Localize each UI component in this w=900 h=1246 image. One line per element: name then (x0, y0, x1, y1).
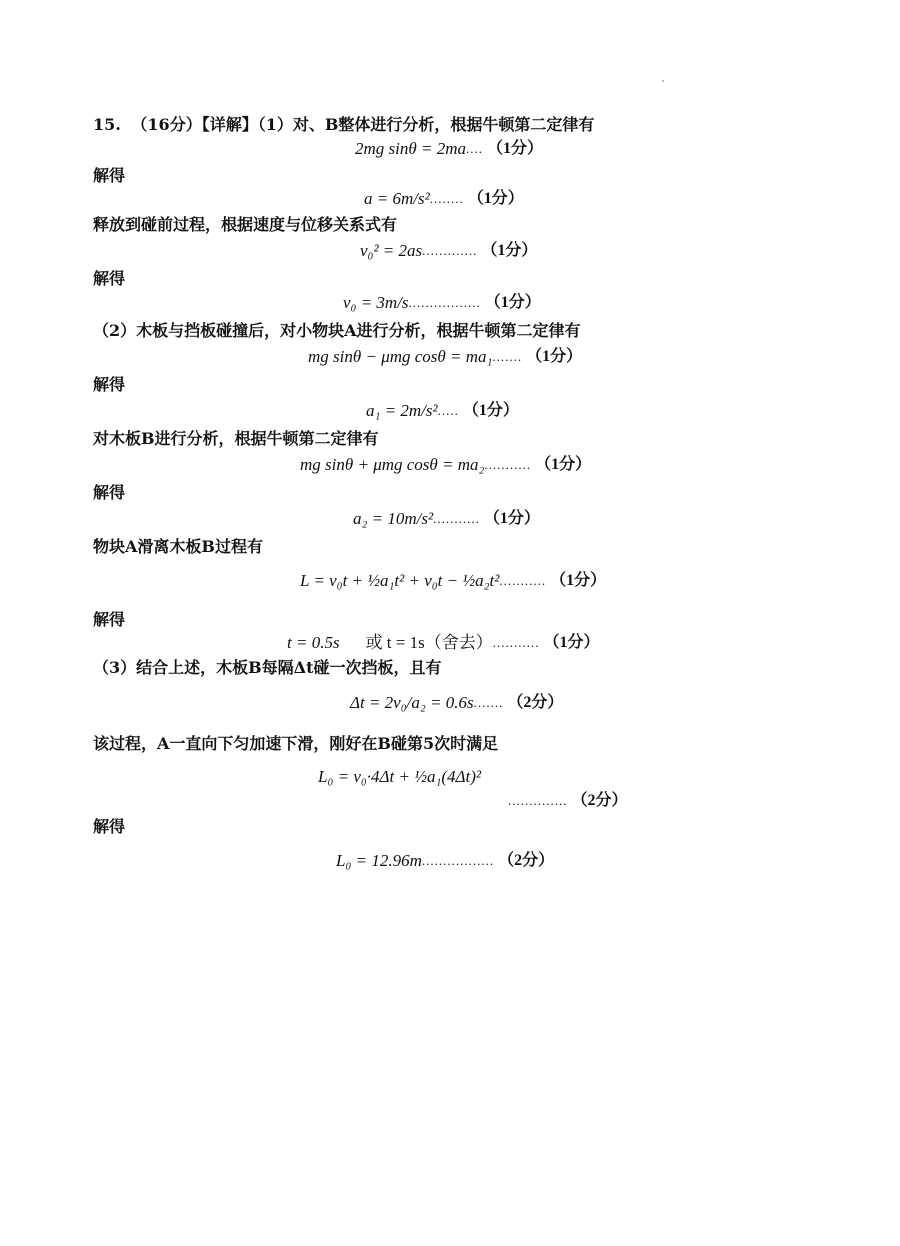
eq2-score: （1分） (467, 190, 524, 207)
equation-12-score: .............. （2分） (508, 790, 628, 812)
equation-13: L₀ = 12.96m ................. （2分） (336, 851, 555, 870)
problem-number: 15. (93, 115, 121, 134)
board-text: 对木板B进行分析，根据牛顿第二定律有 (93, 429, 379, 448)
eq13-score: （2分） (498, 852, 555, 869)
equation-5: mg sinθ − μmg cosθ = ma₁ ....... （1分） (308, 347, 583, 366)
eq13-text: L₀ = 12.96m (336, 851, 422, 870)
label-jiede-3: 解得 (93, 375, 126, 394)
eq6-score: （1分） (462, 402, 519, 419)
eq4-score: （1分） (484, 294, 541, 311)
equation-3: v₀² = 2as ............. （1分） (360, 241, 538, 260)
equation-6: a₁ = 2m/s² ..... （1分） (366, 401, 519, 420)
label-jiede-4: 解得 (93, 483, 126, 502)
slide-text: 物块A滑离木板B过程有 (93, 537, 263, 556)
eq11-score: （2分） (507, 694, 564, 711)
eq7-score: （1分） (535, 456, 592, 473)
eq12-score: （2分） (571, 792, 628, 809)
problem-header (93, 115, 594, 135)
eq10-score: （1分） (543, 634, 600, 651)
eq8-text: a₂ = 10m/s² (353, 509, 434, 528)
eq6-text: a₁ = 2m/s² (366, 401, 438, 420)
label-jiede-2: 解得 (93, 269, 126, 288)
label-jiede-5: 解得 (93, 610, 126, 629)
eq11-text: Δt = 2v₀/a₂ = 0.6s (350, 693, 474, 712)
eq10-alt: 或 t = 1s（舍去） (365, 633, 493, 652)
part1-intro: （1）对、B整体进行分析，根据牛顿第二定律有 (257, 115, 595, 134)
eq9-score: （1分） (550, 572, 607, 589)
eq12-text: L₀ = v₀·4Δt + ½a₁(4Δt)² (318, 767, 481, 786)
eq9-text: L = v₀t + ½a₁t² + v₀t − ½a₂t² (300, 571, 500, 590)
problem-points: （16分） (131, 115, 202, 134)
label-jiede-6: 解得 (93, 817, 126, 836)
eq5-text: mg sinθ − μmg cosθ = ma₁ (308, 347, 493, 366)
equation-9: L = v₀t + ½a₁t² + v₀t − ½a₂t² ........... （1分） (300, 571, 607, 590)
eq4-text: v₀ = 3m/s (343, 293, 409, 312)
eq1-text: 2mg sinθ = 2ma (355, 139, 466, 158)
eq2-text: a = 6m/s² (364, 189, 430, 208)
equation-12 (318, 766, 481, 788)
release-text: 释放到碰前过程，根据速度与位移关系式有 (93, 215, 398, 234)
eq8-score: （1分） (483, 510, 540, 527)
eq10-main: t = 0.5s (287, 633, 340, 652)
eq3-text: v₀² = 2as (360, 241, 423, 260)
equation-2: a = 6m/s² ........ （1分） (364, 189, 524, 208)
label-jiede-1: 解得 (93, 166, 126, 185)
equation-7: mg sinθ + μmg cosθ = ma₂ ........... （1分） (300, 455, 592, 474)
part3-intro: （3）结合上述，木板B每隔Δt碰一次挡板，且有 (93, 658, 442, 677)
equation-1: 2mg sinθ = 2ma .... （1分） (355, 139, 543, 158)
equation-4: v₀ = 3m/s ................. （1分） (343, 293, 541, 312)
equation-11: Δt = 2v₀/a₂ = 0.6s ....... （2分） (350, 693, 564, 712)
eq3-score: （1分） (481, 242, 538, 259)
process-text: 该过程，A一直向下匀加速下滑，刚好在B碰第5次时满足 (93, 734, 499, 753)
eq5-score: （1分） (526, 348, 583, 365)
scan-speck (662, 80, 664, 82)
eq1-score: （1分） (486, 140, 543, 157)
detail-tag: 【详解】 (201, 115, 258, 134)
equation-8: a₂ = 10m/s² ........... （1分） (353, 509, 540, 528)
equation-10: t = 0.5s 或 t = 1s（舍去） ........... （1分） (287, 633, 600, 652)
eq7-text: mg sinθ + μmg cosθ = ma₂ (300, 455, 485, 474)
part2-intro: （2）木板与挡板碰撞后，对小物块A进行分析，根据牛顿第二定律有 (93, 321, 581, 340)
